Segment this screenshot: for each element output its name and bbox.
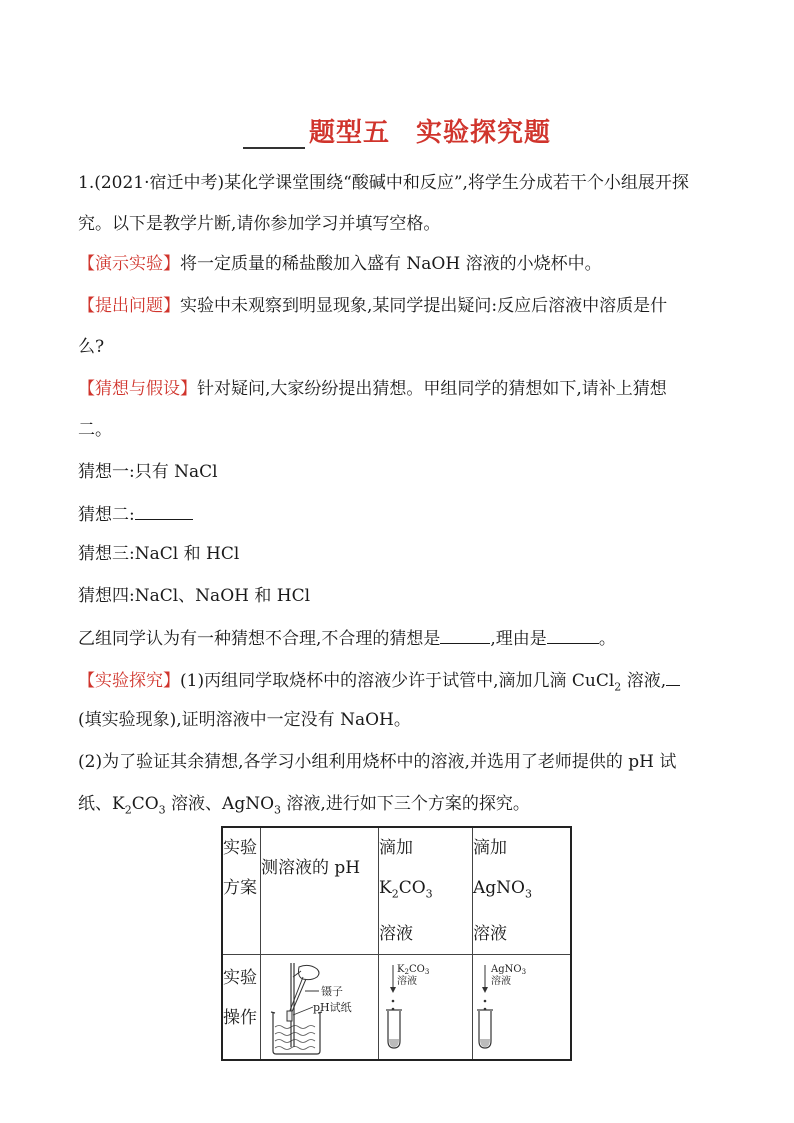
col2-header-cell [379, 827, 473, 955]
tweezers-label: 镊子 [321, 985, 343, 999]
row2-head-a: 实验 [223, 968, 257, 989]
table-row [222, 955, 571, 1061]
hand-icon [293, 966, 319, 980]
guess-line2: 二。 [78, 420, 112, 440]
ph-paper-label: pH试纸 [313, 1001, 352, 1015]
k2co3-label: $K_2CO_3$ [397, 964, 430, 977]
dropper-arrow-head [390, 987, 396, 993]
group-b-text-c: 。 [598, 629, 616, 649]
col3-line1 [473, 828, 570, 914]
explore-tag: 【实验探究】 [78, 671, 180, 691]
col2-c: 溶液 [379, 924, 413, 945]
explore-text-a: (1)丙组同学取烧杯中的溶液少许于试管中,滴加几滴 CuCl [180, 671, 615, 691]
guess-2 [78, 502, 193, 526]
dropper-arrow-head [482, 987, 488, 993]
title-underline [243, 121, 305, 149]
k2co3-figure-cell [379, 955, 473, 1061]
guess-2-blank[interactable] [135, 502, 193, 520]
question-line2: 么? [78, 337, 105, 357]
ph-test-figure-cell [261, 955, 379, 1061]
guess-1: 猜想一:只有 NaCl [78, 462, 218, 482]
title-main: 题型五 [308, 118, 390, 148]
col3-header-cell [473, 827, 572, 955]
droplet-icon [392, 1000, 395, 1003]
explore-line2: (填实验现象),证明溶液中一定没有 NaOH。 [78, 710, 411, 730]
test-tube-liquid [480, 1039, 490, 1047]
row1-head-a: 实验 [223, 838, 257, 858]
agno3-solution-label: 溶液 [491, 976, 511, 988]
q1-line2: 究。以下是教学片断,请你参加学习并填写空格。 [78, 214, 441, 234]
col1-header-cell [261, 827, 379, 955]
demo-paragraph [78, 253, 602, 275]
row1-header-cell [222, 827, 261, 955]
title-sub: 实验探究题 [416, 118, 552, 148]
ph-paper-icon [287, 1011, 292, 1021]
agno3-figure-cell [473, 955, 572, 1061]
k2co3-figure [379, 955, 472, 1059]
group-b-paragraph [78, 626, 616, 650]
col3-a: 滴加 AgNO [473, 838, 525, 898]
p2-line2 [78, 793, 530, 821]
group-b-text-b: ,理由是 [490, 629, 547, 649]
demo-tag: 【演示实验】 [78, 254, 180, 274]
ph-paper-pointer [293, 1007, 313, 1015]
guess-2-label: 猜想二: [78, 505, 135, 525]
q1-line1: 1.(2021·宿迁中考)某化学课堂围绕“酸碱中和反应”,将学生分成若干个小组展开探 [78, 173, 689, 193]
p2-text-a: 纸、K [78, 794, 125, 814]
col2-a: 滴加 K [379, 838, 413, 898]
section-title [0, 112, 794, 149]
demo-text: 将一定质量的稀盐酸加入盛有 NaOH 溶液的小烧杯中。 [180, 254, 602, 274]
row2-header-cell [222, 955, 261, 1061]
p2-sub-3: 3 [274, 803, 282, 817]
question-paragraph [78, 295, 667, 317]
guess-paragraph [78, 378, 667, 400]
col3-s: 3 [524, 887, 532, 901]
guess-3: 猜想三:NaCl 和 HCl [78, 544, 240, 564]
agno3-label: AgNO$_3$ [491, 964, 527, 977]
test-tube-liquid [389, 1039, 399, 1047]
col2-s2: 3 [425, 887, 433, 901]
table-row [222, 827, 571, 955]
p2-sub-2: 3 [158, 803, 166, 817]
explore-text-b: 溶液, [621, 671, 667, 691]
question-tag: 【提出问题】 [78, 296, 180, 316]
unreasonable-guess-blank[interactable] [440, 626, 490, 644]
droplet-icon [484, 1000, 487, 1003]
p2-text-d: 溶液,进行如下三个方案的探究。 [281, 794, 530, 814]
p2-sub-1: 2 [124, 803, 132, 817]
agno3-figure [473, 955, 570, 1059]
phenomenon-blank[interactable] [666, 668, 680, 686]
solution-waves [275, 1026, 315, 1050]
col1-text: 测溶液的 pH [261, 858, 361, 878]
group-b-text-a: 乙组同学认为有一种猜想不合理,不合理的猜想是 [78, 629, 441, 649]
row2-head-b: 操作 [223, 1008, 257, 1029]
experiment-table [221, 826, 572, 1061]
ph-test-figure [261, 955, 378, 1059]
col3-c: 溶液 [473, 924, 507, 945]
explore-sub: 2 [614, 680, 622, 694]
p2-text-b: CO [131, 794, 159, 814]
question-text: 实验中未观察到明显现象,某同学提出疑问:反应后溶液中溶质是什 [180, 296, 668, 316]
explore-paragraph [78, 668, 680, 698]
guess-text: 针对疑问,大家纷纷提出猜想。甲组同学的猜想如下,请补上猜想 [197, 379, 667, 399]
col2-s1: 2 [391, 887, 399, 901]
row1-head-b: 方案 [223, 878, 257, 898]
guess-tag: 【猜想与假设】 [78, 379, 197, 399]
guess-4: 猜想四:NaCl、NaOH 和 HCl [78, 586, 311, 606]
col2-line1 [379, 828, 472, 914]
reason-blank[interactable] [547, 626, 599, 644]
p2-line1: (2)为了验证其余猜想,各学习小组利用烧杯中的溶液,并选用了老师提供的 pH 试 [78, 752, 677, 772]
p2-text-c: 溶液、AgNO [165, 794, 275, 814]
k2co3-solution-label: 溶液 [397, 976, 417, 988]
col2-b: CO [398, 878, 426, 898]
